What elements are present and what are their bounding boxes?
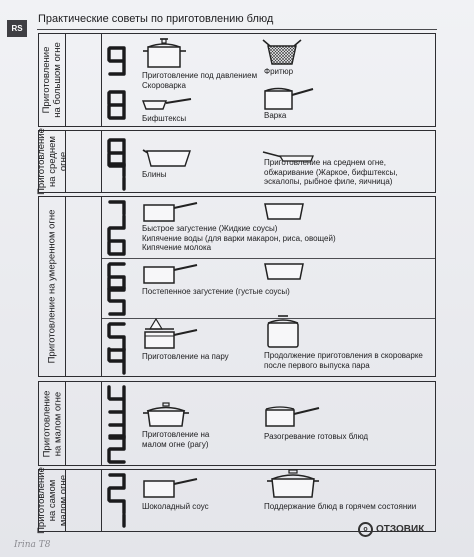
seven-segment-digit [106, 434, 128, 464]
caption-steaks: Бифштексы [142, 114, 187, 123]
caption-fryer: Фритюр [264, 67, 294, 76]
caption-medium-frying: Приготовление на среднем огне, обжаривание (Жаркое, бифштексы, эскалопы, рыбное филе, яичница) [264, 158, 398, 186]
group-label-low-heat: Приготовление на малом огне [39, 382, 66, 465]
steamer-icon [142, 318, 198, 350]
group-label-moderate-heat: Приготовление на умеренном огне [39, 197, 66, 376]
watermark-logo-icon: o [358, 522, 373, 537]
level-column [66, 382, 102, 465]
caption-chocolate-sauce: Шоколадный соус [142, 502, 209, 511]
casserole-icon [266, 469, 320, 499]
saucepan-lid-icon [262, 85, 314, 111]
level-digit [106, 286, 132, 319]
caption-quick-thickening: Быстрое загустение (Жидкие соусы) Кипячение воды (для варки макарон, риса, овощей) Кипячение молока [142, 224, 336, 252]
level-digit [106, 162, 132, 195]
stew-pot-icon [142, 402, 190, 428]
watermark [358, 522, 424, 537]
seven-segment-digit [106, 499, 128, 529]
group-low-heat [38, 381, 436, 466]
level-column [66, 470, 102, 531]
caption-boiling: Варка [264, 111, 287, 120]
pancake-pan-icon [142, 148, 192, 168]
fryer-basket-icon [262, 38, 302, 66]
frying-pan-icon [142, 98, 192, 112]
level-column [66, 34, 102, 126]
caption-keep-warm: Поддержание блюд в горячем состоянии [264, 502, 417, 511]
pot-icon [262, 261, 306, 281]
seven-segment-digit [106, 162, 128, 192]
caption-pressure-cooker: Приготовление под давлением Скороварка [142, 71, 258, 90]
level-column [66, 131, 102, 192]
seven-segment-digit [106, 226, 128, 256]
saucepan-icon [142, 477, 198, 499]
level-digit [106, 346, 132, 379]
seven-segment-digit [106, 46, 128, 76]
saucepan-icon [142, 263, 198, 285]
caption-gradual-thickening: Постепенное загустение (густые соусы) [142, 287, 290, 296]
level-digit [106, 226, 132, 259]
caption-continue-pressure: Продолжение приготовления в скороварке после первого выпуска пара [264, 351, 423, 370]
saucepan-icon [264, 404, 320, 428]
page-title: Практические советы по приготовлению блюд [38, 13, 274, 25]
level-digit [106, 434, 132, 467]
pot-icon [262, 201, 306, 221]
language-badge: RS [7, 20, 27, 37]
watermark-text: ОТЗОВИК [376, 524, 425, 535]
caption-stew: Приготовление на малом огне (рагу) [142, 430, 210, 449]
level-digit [106, 90, 132, 123]
title-underline [37, 29, 437, 30]
pressure-cooker-icon [142, 38, 187, 70]
caption-steaming: Приготовление на пару [142, 352, 229, 361]
caption-reheating: Разогревание готовых блюд [264, 432, 369, 441]
level-digit [106, 499, 132, 532]
pressure-cooker-icon [264, 315, 302, 349]
group-label-high-heat: Приготовление на большом огне [39, 34, 66, 126]
seven-segment-digit [106, 286, 128, 316]
level-digit [106, 46, 132, 79]
seven-segment-digit [106, 90, 128, 120]
row-divider [102, 258, 435, 259]
seven-segment-digit [106, 346, 128, 376]
group-label-lowest-heat: Приготовление на самом малом огне [35, 467, 69, 534]
group-label-medium-heat: Приготовление на среднем огне [35, 128, 69, 195]
signature: Irina T8 [14, 540, 51, 550]
caption-pancakes: Блины [142, 170, 167, 179]
saucepan-icon [142, 201, 198, 223]
level-column [66, 197, 102, 376]
